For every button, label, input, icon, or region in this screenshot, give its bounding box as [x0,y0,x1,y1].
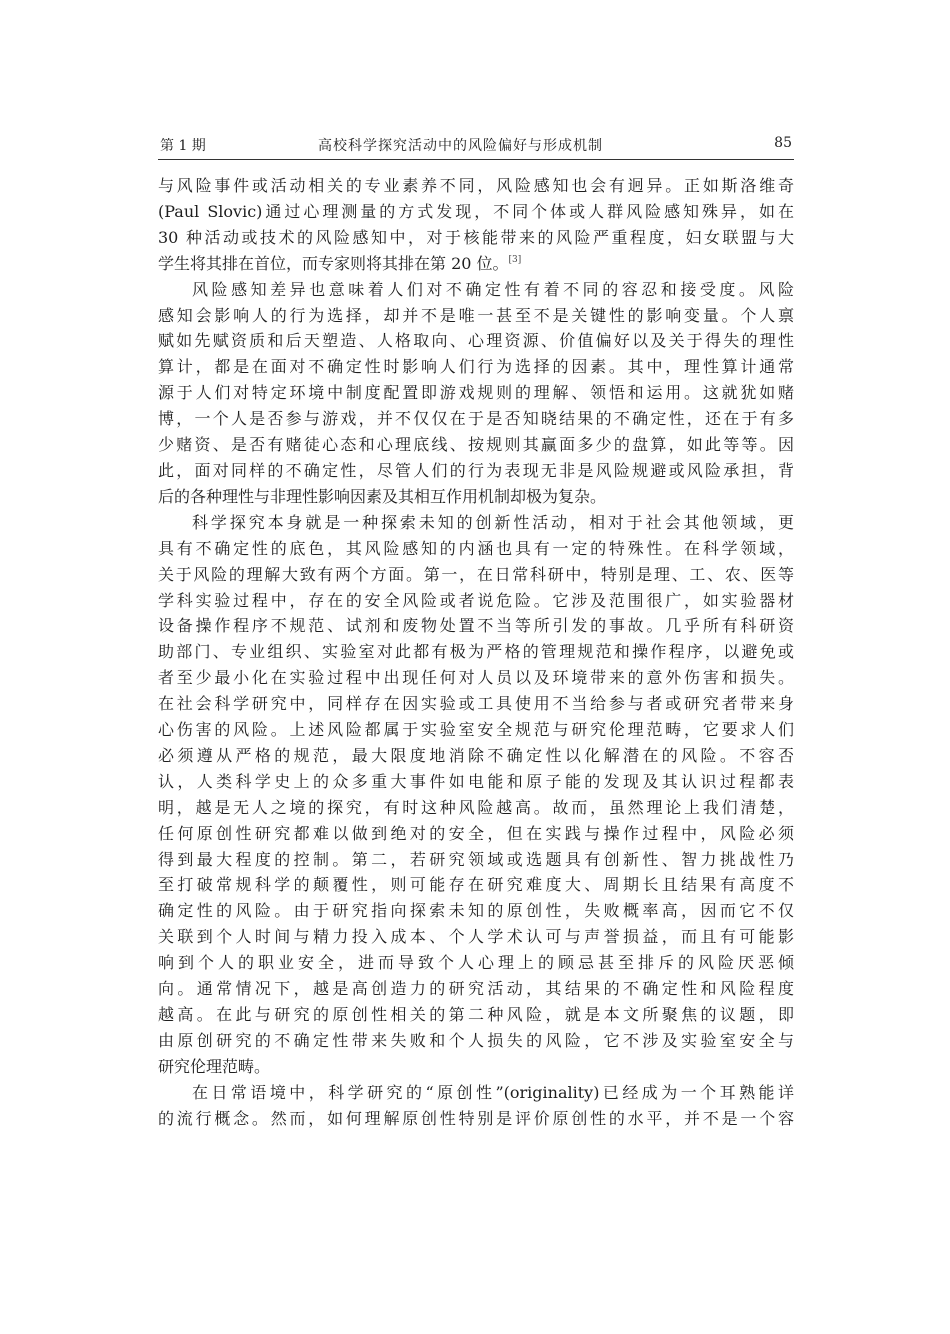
text-line: 此，面对同样的不确定性，尽管人们的行为表现无非是风险规避或风险承担，背 [158,460,794,480]
text-line: 任何原创性研究都难以做到绝对的安全，但在实践与操作过程中，风险必须 [158,823,794,843]
running-title: 高校科学探究活动中的风险偏好与形成机制 [318,138,603,154]
text-line: 科学探究本身就是一种探索未知的创新性活动，相对于社会其他领域，更 [192,512,794,532]
text-line: (Paul Slovic)通过心理测量的方式发现，不同个体或人群风险感知殊异，如在 [158,201,794,221]
text-line: 者至少最小化在实验过程中出现任何对人员以及环境带来的意外伤害和损失。 [158,668,794,688]
text-line: 认，人类科学史上的众多重大事件如电能和原子能的发现及其认识过程都表 [158,771,794,791]
text-line: 关于风险的理解大致有两个方面。第一，在日常科研中，特别是理、工、农、医等 [158,564,794,584]
text-line: 博，一个人是否参与游戏，并不仅仅在于是否知晓结果的不确定性，还在于有多 [158,409,794,429]
text-line: 得到最大程度的控制。第二，若研究领域或选题具有创新性、智力挑战性乃 [158,849,794,869]
text-line: 在社会科学研究中，同样存在因实验或工具使用不当给参与者或研究者带来身 [158,694,794,714]
text-line: 后的各种理性与非理性影响因素及其相互作用机制却极为复杂。 [158,486,607,506]
issue-number: 第 1 期 [160,138,206,154]
text-line: 赋如先赋资质和后天塑造、人格取向、心理资源、价值偏好以及关于得失的理性 [158,331,794,351]
running-header [158,133,794,160]
text-line: 明，越是无人之境的探究，有时这种风险越高。故而，虽然理论上我们清楚， [158,797,794,817]
text-line: 感知会影响人的行为选择，却并不是唯一甚至不是关键性的影响变量。个人禀 [158,305,794,325]
text-line: 具有不确定性的底色，其风险感知的内涵也具有一定的特殊性。在科学领域， [158,538,794,558]
text-line: 与风险事件或活动相关的专业素养不同，风险感知也会有迥异。正如斯洛维奇 [158,176,794,195]
text-line: 心伤害的风险。上述风险都属于实验室安全规范与研究伦理范畴，它要求人们 [158,720,794,740]
text-line: 在日常语境中，科学研究的“原创性”(originality)已经成为一个耳熟能详 [192,1082,794,1102]
paragraph [158,277,794,510]
text-line: 至打破常规科学的颠覆性，则可能存在研究难度大、周期长且结果有高度不 [158,875,794,895]
page-number: 85 [774,135,792,151]
paragraph [158,1080,794,1132]
paragraph [158,173,794,277]
text-line: 风险感知差异也意味着人们对不确定性有着不同的容忍和接受度。风险 [192,279,794,299]
text-line: 必须遵从严格的规范，最大限度地消除不确定性以化解潜在的风险。不容否 [158,745,794,765]
text-line: 的流行概念。然而，如何理解原创性特别是评价原创性的水平，并不是一个容 [158,1108,794,1128]
text-line: 学生将其排在首位，而专家则将其排在第 20 位。[3] [158,253,522,273]
text-line: 研究伦理范畴。 [158,1056,271,1076]
text-line: 关联到个人时间与精力投入成本、个人学术认可与声誉损益，而且有可能影 [158,927,794,947]
text-line: 算计，都是在面对不确定性时影响人们行为选择的因素。其中，理性算计通常 [158,357,794,377]
text-line: 越高。在此与研究的原创性相关的第二种风险，就是本文所聚焦的议题，即 [158,1005,794,1024]
text-line: 源于人们对特定环境中制度配置即游戏规则的理解、领悟和运用。这就犹如赌 [158,383,794,403]
text-line: 确定性的风险。由于研究指向探索未知的原创性，失败概率高，因而它不仅 [158,901,794,921]
text-line: 学科实验过程中，存在的安全风险或者说危险。它涉及范围很广，如实验器材 [158,590,794,610]
text-line: 助部门、专业组织、实验室对此都有极为严格的管理规范和操作程序，以避免或 [158,642,794,662]
text-line: 30 种活动或技术的风险感知中，对于核能带来的风险严重程度，妇女联盟与大 [158,227,794,247]
text-line: 少赌资、是否有赌徒心态和心理底线、按规则其赢面多少的盘算，如此等等。因 [158,435,794,455]
text-line: 设备操作程序不规范、试剂和废物处置不当等所引发的事故。几乎所有科研资 [158,616,794,636]
paragraph [158,510,794,1080]
text-line: 响到个人的职业安全，进而导致个人心理上的顾忌甚至排斥的风险厌恶倾 [158,953,794,973]
text-line: 由原创研究的不确定性带来失败和个人损失的风险，它不涉及实验室安全与 [158,1030,794,1050]
body-text [158,173,794,1132]
text-line: 向。通常情况下，越是高创造力的研究活动，其结果的不确定性和风险程度 [158,979,794,999]
citation-marker: [3] [508,254,522,265]
